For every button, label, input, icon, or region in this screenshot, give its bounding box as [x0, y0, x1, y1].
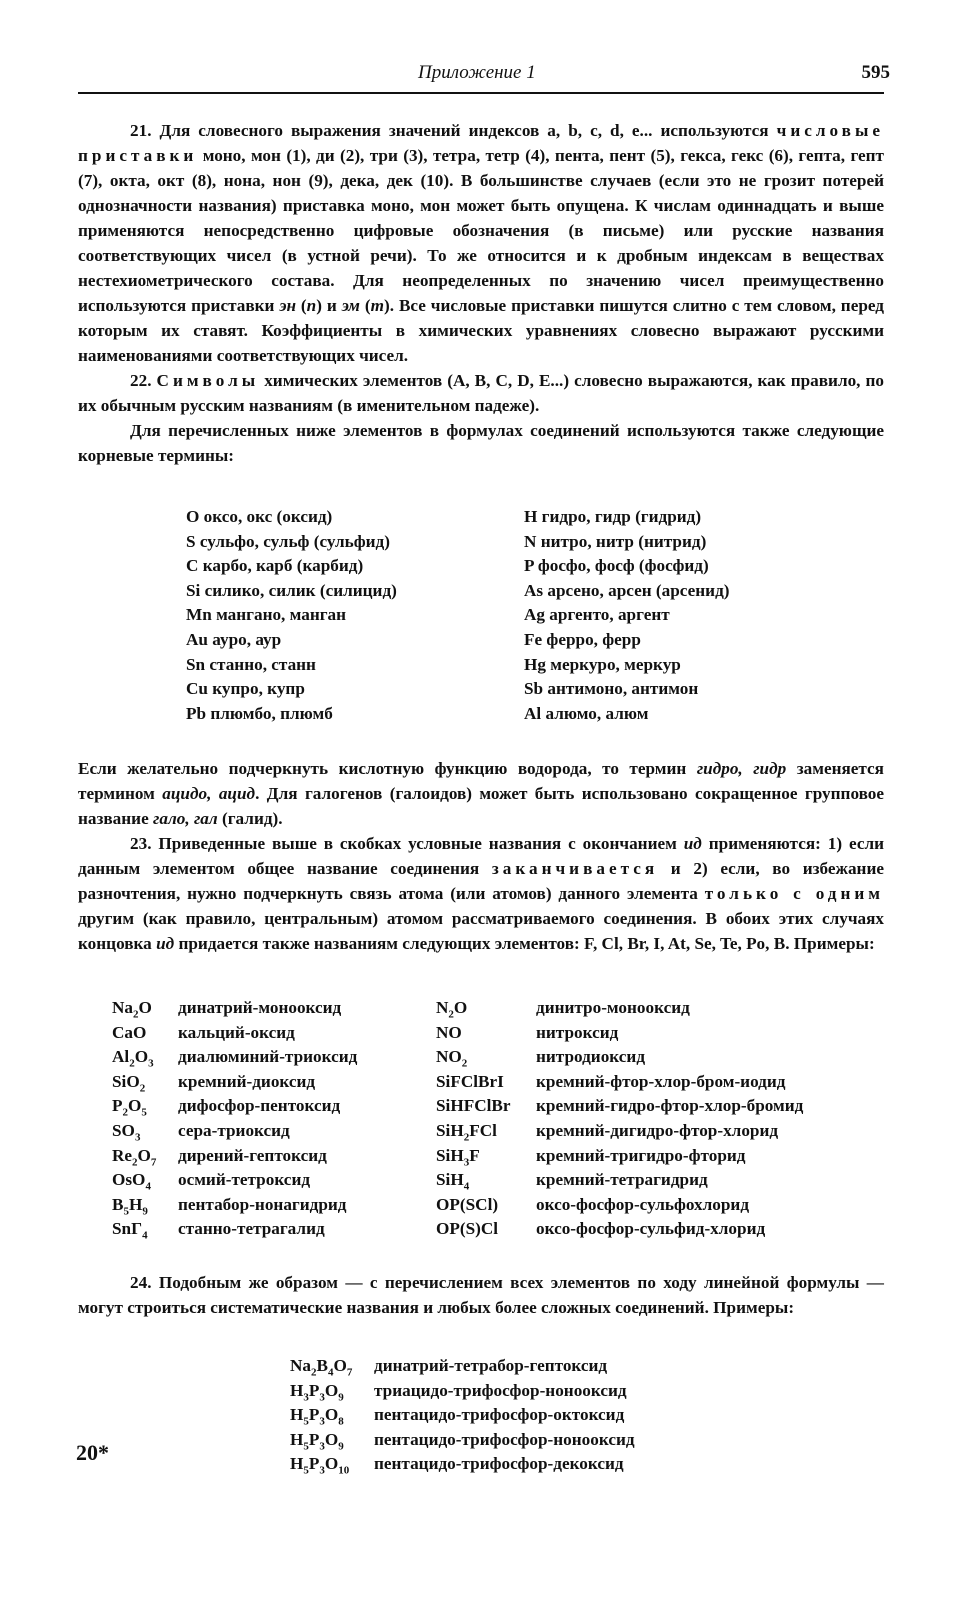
root-term-row: S сульфо, сульф (сульфид) — [186, 531, 390, 551]
compound-name: триацидо-трифосфор-нонооксид — [374, 1380, 627, 1400]
paragraph-22: 22. Символы химических элементов (A, B, C, D, E...) словесно выражаются, как правило, по их обычным русским названиям (в именительном падеже). — [78, 371, 885, 415]
root-term-row: Hg меркуро, меркур — [524, 654, 681, 674]
compound-name: оксо-фосфор-сульфид-хлорид — [536, 1219, 766, 1239]
formula-subscript: 7 — [346, 1366, 353, 1379]
formula-subscript: 2 — [463, 1131, 470, 1144]
compound-name: станно-тетрагалид — [178, 1219, 325, 1239]
compound-name: диалюминий-триоксид — [178, 1047, 358, 1067]
paragraph-21: 21. Для словесного выражения значений индексов a, b, c, d, e... используются числовые приставки моно, мон (1), ди (2), три (3), тетра, тетр (4), пента, пент (5), гекса, гекс (6), гепта, гепт (7), окта, окт (8), нона, нон (9), дека, дек (10). В большинстве случаев (если это не грозит потерей однозначности названия) приставка моно, мон может быть опущена. К числам одиннадцать и выше применяются непосредственно цифровые обозначения (в письме) или русские названия соответствующих чисел (в устной речи). То же относится и к дробным индексам в веществах нестехиометрического состава. Для неопределенных по значению чисел преимущественно используются приставки эн (n) и эм (m). Все числовые приставки пишутся слитно с тем словом, перед которым их ставят. Коэффициенты в химических уравнениях словесно выражают русскими наименованиями соответствующих чисел. — [78, 121, 884, 365]
formula-subscript: 3 — [319, 1464, 325, 1477]
example-row — [112, 1021, 357, 1046]
formula-part: SiH — [436, 1170, 464, 1190]
formula — [436, 996, 536, 1021]
example-row — [112, 1070, 357, 1095]
formula-part: P — [308, 1429, 320, 1449]
formula-subscript: 5 — [303, 1440, 309, 1453]
formula-part: O — [128, 1096, 142, 1116]
root-term-row: Fe ферро, ферр — [524, 629, 641, 649]
formula-subscript: 5 — [123, 1205, 129, 1218]
formula-subscript: 4 — [463, 1180, 470, 1193]
compound-name: дирений-гептоксид — [178, 1145, 327, 1165]
formula-part: Na — [112, 998, 134, 1017]
paragraph-24: 24. Подобным же образом — с перечислением всех элементов по ходу линейной формулы — могут строиться систематические названия и любых более сложных соединений. Примеры: — [78, 1273, 884, 1317]
formula-subscript: 3 — [303, 1391, 309, 1404]
formula-part: H — [290, 1454, 304, 1474]
formula-subscript: 2 — [139, 1082, 146, 1095]
formula-part: P — [308, 1454, 320, 1474]
formula-subscript: 3 — [319, 1415, 325, 1428]
formula-part: N — [436, 998, 449, 1017]
example-row — [112, 996, 357, 1021]
formula-part: O — [333, 1356, 347, 1375]
formula-part: O — [453, 998, 468, 1017]
formula-part: NO — [436, 1022, 462, 1042]
examples-right — [436, 996, 803, 1242]
example-row — [290, 1452, 635, 1477]
paragraph-acid-23 — [78, 756, 884, 956]
formula-part: O — [324, 1380, 339, 1400]
formula-part: P — [112, 1096, 123, 1116]
formula — [112, 1094, 178, 1119]
root-term-row: As арсено, арсен (арсенид) — [524, 580, 730, 600]
formula-part: H — [128, 1194, 143, 1214]
examples-final — [290, 1354, 635, 1477]
compound-name: динитро-монооксид — [536, 998, 690, 1017]
formula-part: Re — [112, 1145, 133, 1165]
example-row — [290, 1379, 635, 1404]
formula-subscript: 5 — [303, 1464, 309, 1477]
formula — [112, 1217, 178, 1242]
root-term-row: Cu купро, купр — [186, 679, 305, 699]
formula-subscript: 3 — [134, 1131, 141, 1144]
example-row — [436, 1045, 803, 1070]
compound-name: дифосфор-пентоксид — [178, 1096, 341, 1116]
formula — [290, 1452, 374, 1477]
formula — [112, 1045, 178, 1070]
signature-mark: 20* — [76, 1440, 109, 1465]
formula — [436, 1168, 536, 1193]
formula — [290, 1379, 374, 1404]
example-row — [112, 1217, 357, 1242]
root-term-row: N нитро, нитр (нитрид) — [524, 531, 707, 551]
formula-part: O — [138, 998, 152, 1017]
compound-name: кремний-диоксид — [178, 1071, 316, 1091]
compound-name: пентацидо-трифосфор-октоксид — [374, 1405, 625, 1425]
formula-part: NO — [436, 1047, 462, 1067]
formula-part: O — [137, 1145, 151, 1165]
formula — [290, 1403, 374, 1428]
example-row — [436, 1070, 803, 1095]
example-row — [290, 1428, 635, 1453]
compound-name: осмий-тетроксид — [178, 1170, 311, 1190]
formula — [290, 1428, 374, 1453]
example-row — [290, 1354, 635, 1379]
formula-part: H — [290, 1405, 304, 1425]
compound-name: кремний-дигидро-фтор-хлорид — [536, 1120, 779, 1140]
root-term-row: O оксо, окс (оксид) — [186, 507, 333, 526]
compound-name: нитродиоксид — [536, 1047, 646, 1067]
formula-subscript: 2 — [132, 1156, 138, 1168]
formula-part: FCl — [469, 1120, 497, 1140]
header-title: Приложение 1 — [418, 62, 536, 83]
paragraph-21-22 — [78, 118, 884, 468]
formula-subscript: 9 — [338, 1440, 344, 1453]
root-term-row: Si силико, силик (силицид) — [186, 580, 397, 600]
formula-part: SiH — [436, 1145, 464, 1165]
example-row — [290, 1403, 635, 1428]
formula-part: O — [324, 1405, 339, 1425]
formula-part: P — [308, 1380, 320, 1400]
formula-subscript: 3 — [319, 1391, 325, 1404]
compound-name: кремний-тригидро-фторид — [536, 1145, 746, 1165]
root-term-row: Sb антимоно, антимон — [524, 679, 699, 699]
formula — [112, 1070, 178, 1095]
formula — [436, 1144, 536, 1169]
example-row — [436, 1119, 803, 1144]
formula — [112, 1168, 178, 1193]
example-row — [436, 1094, 803, 1119]
compound-name: нитроксид — [536, 1022, 619, 1042]
example-row — [112, 1168, 357, 1193]
formula-subscript: 2 — [122, 1106, 128, 1119]
formula-part: O — [134, 1047, 149, 1067]
formula-subscript: 7 — [150, 1156, 157, 1168]
formula-part: SO — [112, 1120, 135, 1140]
formula — [436, 1094, 536, 1119]
formula-subscript: 2 — [133, 1008, 139, 1021]
formula-subscript: 3 — [463, 1156, 470, 1168]
formula-subscript: 8 — [338, 1415, 344, 1428]
formula — [112, 996, 178, 1021]
root-term-row: Al алюмо, алюм — [524, 703, 649, 723]
example-row — [436, 1021, 803, 1046]
formula-part: H — [290, 1380, 304, 1400]
formula-subscript: 5 — [303, 1415, 309, 1428]
formula-subscript: 4 — [327, 1366, 334, 1379]
formula — [112, 1144, 178, 1169]
paragraph-acid: Если желательно подчеркнуть кислотную функцию водорода, то термин гидро, гидр заменяется термином ацидо, ацид. Для галогенов (галоидов) может быть использовано сокращенное групповое название гало, гал (галид). — [78, 759, 885, 828]
formula-part: SnГ — [112, 1219, 143, 1239]
example-row — [112, 1119, 357, 1144]
formula-subscript: 9 — [338, 1391, 344, 1404]
formula-part: CaO — [112, 1022, 147, 1042]
paragraph-23: 23. Приведенные выше в скобках условные названия с окончанием ид применяются: 1) если данным элементом общее название соединения заканчивается и 2) если, во избежание разночтения, нужно подчеркнуть связь атома (или атомов) данного элемента только с одним другим (как правило, центральным) атомом рассматриваемого соединения. В обоих этих случаях концовка ид придается также названиям следующих элементов: F, Cl, Br, I, At, Se, Te, Po, B. Примеры: — [78, 834, 884, 953]
compound-name: кремний-фтор-хлор-бром-иодид — [536, 1071, 786, 1091]
formula — [112, 1193, 178, 1218]
compound-name: динатрий-тетрабор-гептоксид — [374, 1356, 608, 1375]
formula-subscript: 5 — [141, 1106, 147, 1119]
formula — [436, 1119, 536, 1144]
formula — [436, 1021, 536, 1046]
paragraph-22-cont: Для перечисленных ниже элементов в формулах соединений используются также следующие корневые термины: — [78, 421, 884, 465]
formula-part: Na — [290, 1356, 312, 1375]
root-term-row: C карбо, карб (карбид) — [186, 556, 364, 576]
example-row — [436, 996, 803, 1021]
compound-name: оксо-фосфор-сульфохлорид — [536, 1194, 750, 1214]
root-term-row: H гидро, гидр (гидрид) — [524, 507, 702, 526]
formula — [436, 1070, 536, 1095]
formula-subscript: 2 — [448, 1008, 454, 1021]
formula-part: SiHFClBr — [436, 1096, 511, 1116]
root-term-row: P фосфо, фосф (фосфид) — [524, 556, 709, 576]
compound-name: динатрий-монооксид — [178, 998, 342, 1017]
formula-part: OP(S)Cl — [436, 1219, 499, 1239]
formula-part: P — [308, 1405, 320, 1425]
example-row — [112, 1144, 357, 1169]
root-term-row: Ag аргенто, аргент — [524, 605, 670, 625]
formula-part: SiO — [112, 1071, 140, 1091]
compound-name: кальций-оксид — [178, 1022, 295, 1042]
formula — [436, 1217, 536, 1242]
compound-name: сера-триоксид — [178, 1120, 290, 1140]
formula-part: Al — [112, 1047, 130, 1067]
compound-name: пентацидо-трифосфор-декоксид — [374, 1454, 624, 1474]
formula — [112, 1021, 178, 1046]
root-term-row: Pb плюмбо, плюмб — [186, 703, 333, 723]
example-row — [112, 1094, 357, 1119]
formula-part: SiFClBrI — [436, 1071, 504, 1091]
formula-part: B — [112, 1194, 124, 1214]
formula-subscript: 2 — [461, 1057, 468, 1070]
formula-part: H — [290, 1429, 304, 1449]
formula-part: F — [469, 1145, 480, 1165]
formula-subscript: 2 — [129, 1057, 135, 1070]
formula-subscript: 4 — [145, 1180, 151, 1193]
formula — [436, 1193, 536, 1218]
running-header — [78, 62, 890, 90]
root-term-row: Mn мангано, манган — [186, 605, 347, 625]
formula-part: B — [316, 1356, 328, 1375]
compound-name: пентацидо-трифосфор-нонооксид — [374, 1429, 635, 1449]
formula-part: OsO — [112, 1170, 146, 1190]
root-term-row: Au ауро, ауp — [186, 629, 282, 649]
formula-subscript: 2 — [311, 1366, 317, 1379]
header-rule — [78, 92, 884, 94]
formula — [112, 1119, 178, 1144]
formula-subscript: 4 — [142, 1229, 148, 1242]
formula-part: O — [324, 1429, 339, 1449]
formula-part: SiH — [436, 1120, 464, 1140]
example-row — [436, 1217, 803, 1242]
formula — [290, 1354, 374, 1379]
compound-name: кремний-гидро-фтор-хлор-бромид — [536, 1096, 804, 1116]
formula-subscript: 10 — [338, 1464, 350, 1477]
examples-left — [112, 996, 357, 1242]
root-term-row: Sn станно, станн — [186, 654, 316, 674]
compound-name: пентабор-нонагидрид — [178, 1194, 347, 1214]
example-row — [112, 1045, 357, 1070]
example-row — [436, 1193, 803, 1218]
formula-part: O — [324, 1454, 339, 1474]
formula-subscript: 3 — [148, 1057, 154, 1070]
root-terms-right — [524, 505, 730, 726]
example-row — [436, 1168, 803, 1193]
formula-subscript: 3 — [319, 1440, 325, 1453]
example-row — [112, 1193, 357, 1218]
page-number: 595 — [861, 62, 890, 83]
root-terms-left — [186, 505, 397, 726]
formula — [436, 1045, 536, 1070]
compound-name: кремний-тетрагидрид — [536, 1170, 708, 1190]
formula-part: OP(SCl) — [436, 1194, 499, 1214]
example-row — [436, 1144, 803, 1169]
formula-subscript: 9 — [142, 1205, 148, 1218]
